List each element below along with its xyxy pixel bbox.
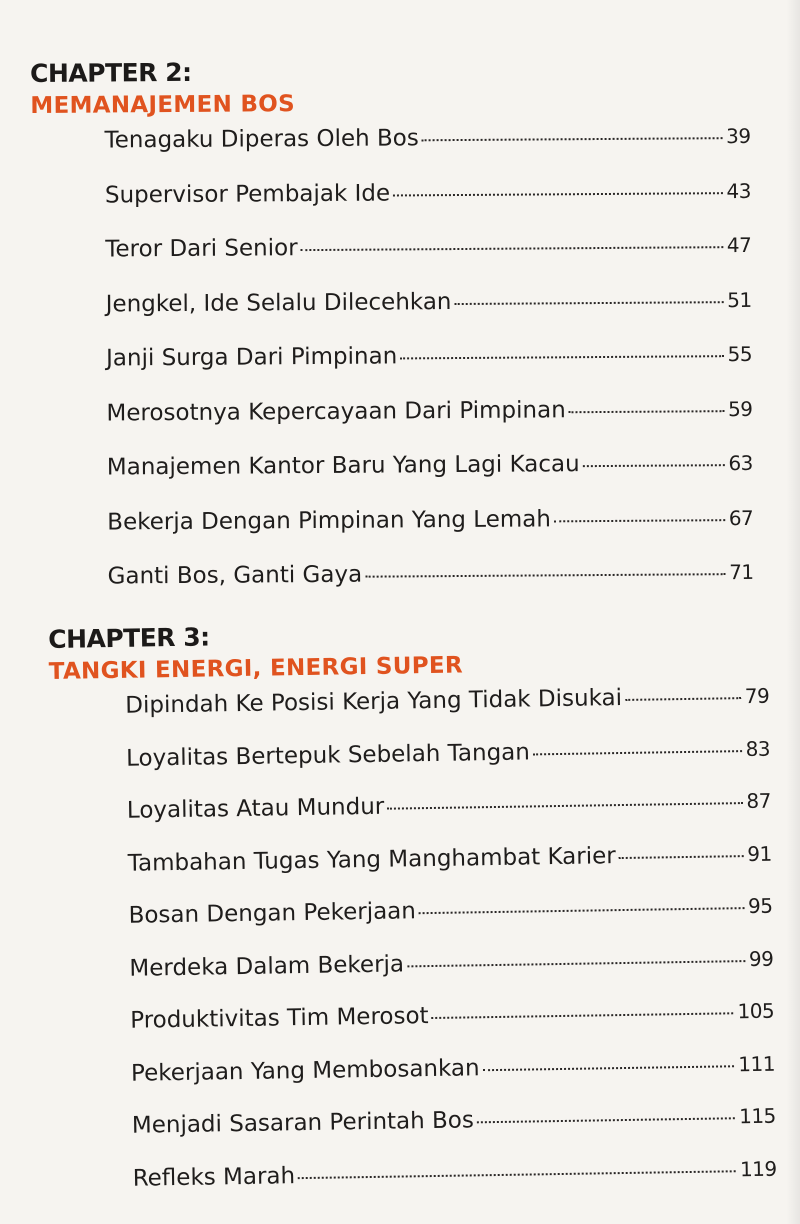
toc-entry-page: 119 bbox=[739, 1156, 777, 1181]
toc-entry-page: 83 bbox=[745, 736, 771, 761]
toc-entry-title: Supervisor Pembajak Ide bbox=[104, 179, 391, 208]
chapter-title: TANGKI ENERGI, ENERGI SUPER bbox=[48, 652, 464, 685]
toc-entry[interactable] bbox=[108, 559, 754, 618]
dot-leader bbox=[301, 246, 723, 251]
chapter-label: CHAPTER 2: bbox=[30, 57, 192, 88]
toc-entry-page: 87 bbox=[746, 788, 772, 814]
toc-entry-page: 71 bbox=[729, 559, 754, 585]
dot-leader bbox=[298, 1170, 736, 1179]
toc-entry[interactable] bbox=[106, 286, 752, 345]
toc-entry-title: Menjadi Sasaran Perintah Bos bbox=[131, 1107, 475, 1139]
dot-leader bbox=[619, 855, 744, 859]
toc-entry[interactable] bbox=[106, 341, 752, 400]
toc-entry-title: Manajemen Kantor Baru Yang Lagi Kacau bbox=[106, 451, 580, 481]
toc-entry-title: Produktivitas Tim Merosot bbox=[130, 1003, 429, 1034]
toc-entry[interactable] bbox=[105, 177, 751, 236]
chapter-title: MEMANAJEMEN BOS bbox=[30, 91, 296, 119]
toc-entry-page: 59 bbox=[727, 396, 753, 421]
dot-leader bbox=[533, 750, 742, 755]
chapter-label: CHAPTER 3: bbox=[48, 622, 210, 654]
toc-entry-title: Bekerja Dengan Pimpinan Yang Lemah bbox=[107, 505, 551, 535]
toc-entry[interactable] bbox=[107, 450, 753, 509]
toc-entry-title: Pekerjaan Yang Membosankan bbox=[130, 1054, 480, 1087]
toc-entry-page: 79 bbox=[744, 683, 770, 709]
toc-entry-title: Dipindah Ke Posisi Kerja Yang Tidak Disukai bbox=[125, 684, 623, 719]
chapter-3-section bbox=[48, 613, 777, 1219]
toc-entry-page: 55 bbox=[727, 341, 753, 367]
toc-entry-title: Loyalitas Atau Mundur bbox=[126, 793, 385, 824]
dot-leader bbox=[625, 697, 741, 701]
toc-entry-page: 95 bbox=[747, 893, 773, 919]
dot-leader bbox=[483, 1065, 735, 1071]
dot-leader bbox=[365, 573, 725, 578]
dot-leader bbox=[432, 1012, 734, 1019]
toc-entry-page: 91 bbox=[747, 841, 772, 866]
dot-leader bbox=[393, 192, 722, 196]
toc-entry-title: Ganti Bos, Ganti Gaya bbox=[107, 561, 363, 590]
toc-entry-title: Janji Surga Dari Pimpinan bbox=[106, 343, 398, 372]
toc-entry-page: 51 bbox=[727, 287, 752, 312]
toc-entry-title: Tenagaku Diperas Oleh Bos bbox=[104, 125, 419, 154]
dot-leader bbox=[454, 301, 723, 305]
toc-entry-title: Tambahan Tugas Yang Manghambat Karier bbox=[127, 842, 616, 877]
dot-leader bbox=[400, 355, 723, 359]
toc-entry[interactable] bbox=[133, 1155, 778, 1218]
dot-leader bbox=[387, 802, 742, 810]
toc-entry-title: Bosan Dengan Pekerjaan bbox=[128, 898, 417, 929]
toc-entry-title: Teror Dari Senior bbox=[105, 235, 298, 263]
dot-leader bbox=[407, 960, 745, 967]
toc-entry[interactable] bbox=[104, 123, 750, 182]
toc-entry-title: Jengkel, Ide Selalu Dilecehkan bbox=[105, 288, 452, 317]
toc-entry-page: 111 bbox=[738, 1051, 776, 1076]
toc-entry-page: 99 bbox=[748, 946, 774, 971]
toc-list bbox=[30, 123, 753, 619]
toc-entry-page: 67 bbox=[728, 505, 754, 530]
toc-entry-title: Refleks Marah bbox=[132, 1162, 296, 1192]
dot-leader bbox=[569, 410, 724, 413]
dot-leader bbox=[554, 519, 725, 522]
toc-list bbox=[49, 683, 777, 1219]
toc-entry-page: 115 bbox=[738, 1103, 777, 1129]
toc-entry[interactable] bbox=[105, 232, 751, 291]
toc-entry-page: 43 bbox=[726, 178, 752, 203]
toc-entry-page: 39 bbox=[726, 123, 751, 149]
toc-entry-page: 105 bbox=[737, 998, 775, 1024]
dot-leader bbox=[422, 137, 722, 141]
page-edge-shadow bbox=[786, 0, 800, 1224]
toc-entry-title: Merdeka Dalam Bekerja bbox=[129, 950, 405, 982]
toc-entry[interactable] bbox=[107, 504, 753, 563]
toc-entry-title: Loyalitas Bertepuk Sebelah Tangan bbox=[125, 738, 531, 772]
chapter-2-section bbox=[30, 53, 754, 619]
dot-leader bbox=[583, 464, 725, 467]
toc-entry-page: 63 bbox=[728, 450, 753, 476]
dot-leader bbox=[419, 907, 744, 914]
toc-entry[interactable] bbox=[106, 395, 752, 454]
toc-entry-title: Merosotnya Kepercayaan Dari Pimpinan bbox=[106, 396, 566, 426]
toc-entry-page: 47 bbox=[726, 232, 752, 258]
dot-leader bbox=[477, 1117, 735, 1123]
